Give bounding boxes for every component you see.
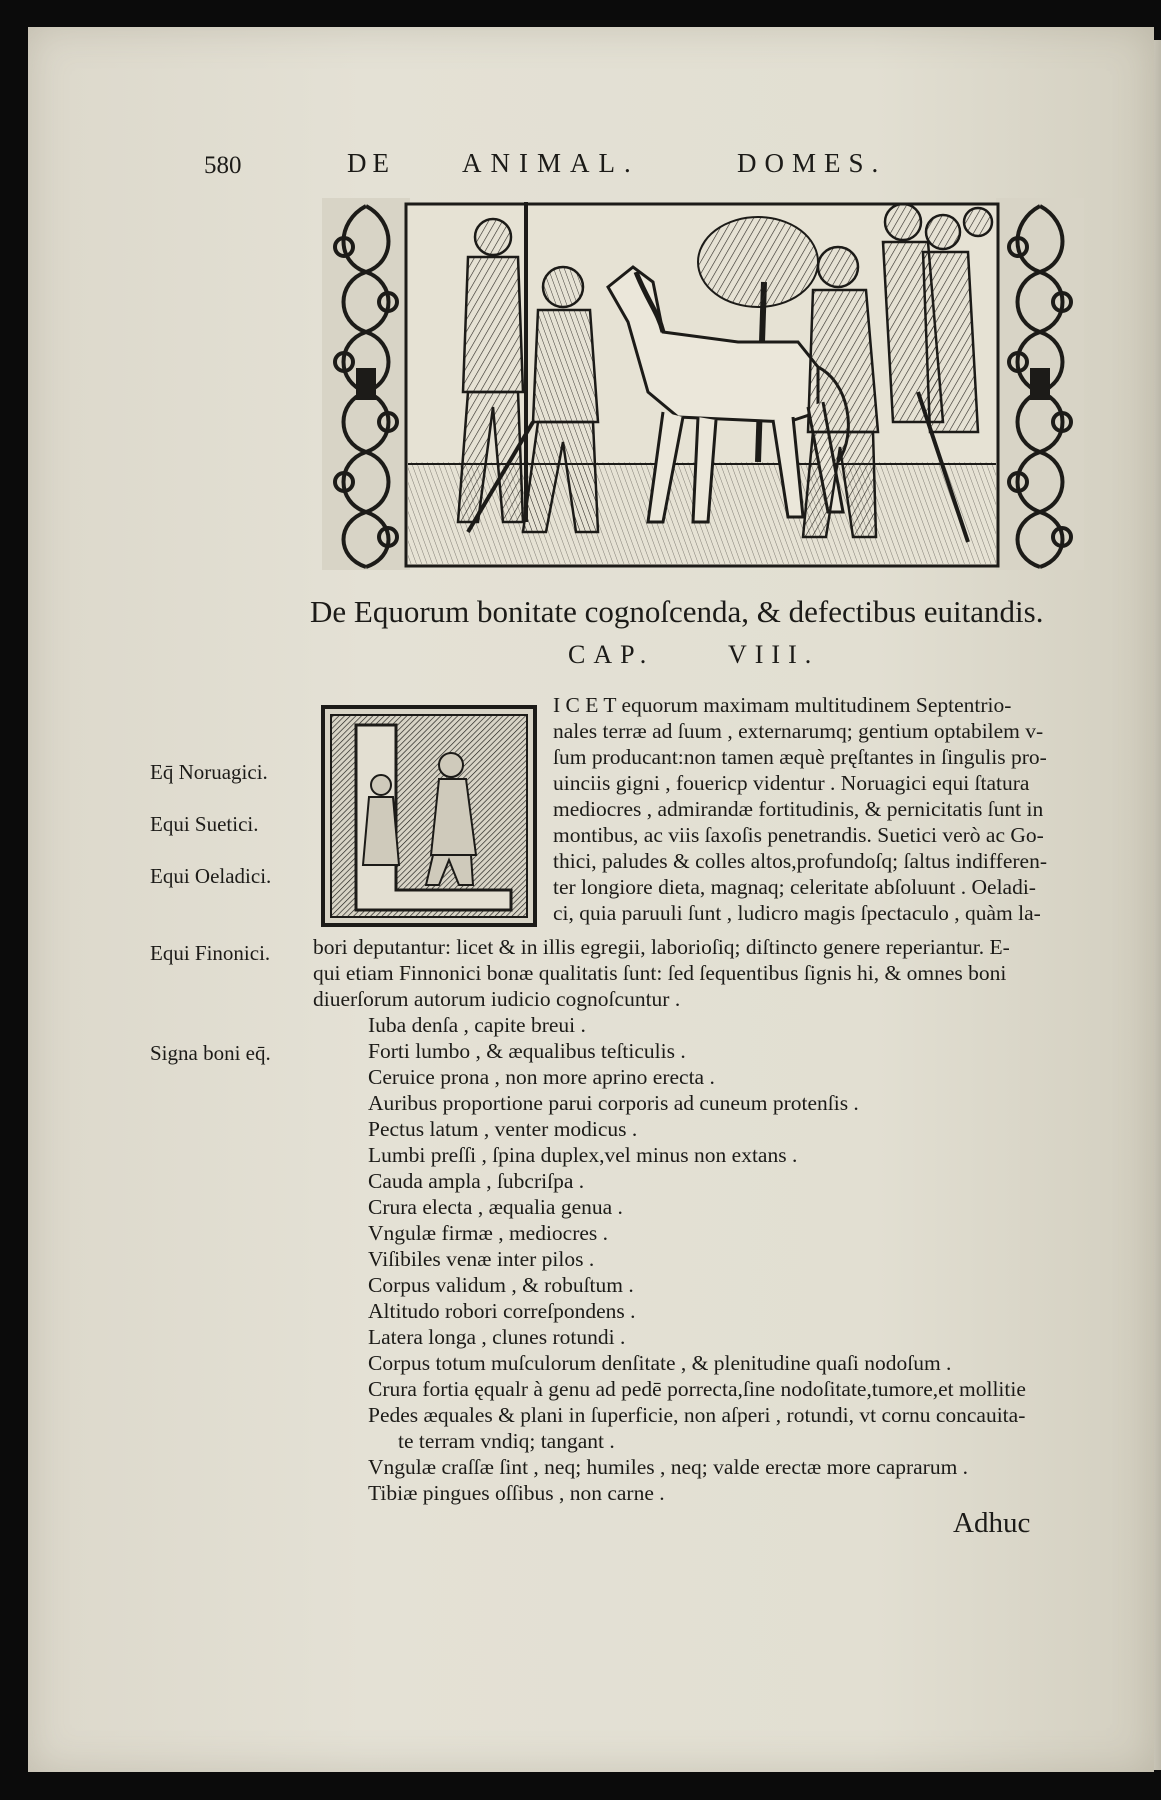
running-title: DOMES.	[737, 148, 887, 178]
list-item: Vngulæ firmæ , mediocres .	[368, 1221, 609, 1245]
running-header	[0, 148, 1161, 188]
list-item: Corpus validum , & robuſtum .	[368, 1273, 634, 1297]
left-ornament	[322, 198, 410, 570]
list-item: Crura electa , æqualia genua .	[368, 1195, 623, 1219]
list-item: Viſibiles venæ inter pilos .	[368, 1247, 595, 1271]
chapter-number: CAP.	[568, 640, 655, 669]
chapter-title: De Equorum bonitate cognoſcenda, & defectibus euitandis.	[310, 594, 1044, 629]
list-item: Tibiæ pingues oſſibus , non carne .	[368, 1481, 665, 1505]
body-line: mediocres , admirandæ fortitudinis, & pernicitatis ſunt in	[553, 797, 1044, 821]
body-line: ter longiore dieta, magnaq; celeritate abſoluunt . Oeladi-	[553, 875, 1036, 899]
margin-note: Eq̄ Noruagici.	[150, 760, 268, 784]
list-item: Pedes æquales & plani in ſuperficie, non aſperi , rotundi, vt cornu concauita-	[368, 1403, 1026, 1427]
list-item: Cauda ampla , ſubcriſpa .	[368, 1169, 585, 1193]
list-item: Altitudo robori correſpondens .	[368, 1299, 636, 1323]
margin-note: Equi Suetici.	[150, 812, 259, 836]
body-line: thici, paludes & colles altos,profundoſq; ſaltus indifferen-	[553, 849, 1047, 873]
woodcut-illustration	[318, 192, 1088, 577]
body-line: bori deputantur: licet & in illis egregii, laborioſiq; diſtincto genere reperiantur. E-	[313, 935, 1010, 959]
list-item: Ceruice prona , non more aprino erecta .	[368, 1065, 715, 1089]
body-line: montibus, ac viis ſaxoſis penetrandis. Suetici verò ac Go-	[553, 823, 1044, 847]
running-title: ANIMAL.	[462, 148, 640, 178]
right-ornament	[996, 198, 1084, 570]
running-title: DE	[347, 148, 395, 178]
margin-note: Equi Finonici.	[150, 941, 271, 965]
page-number: 580	[204, 152, 242, 179]
body-line: qui etiam Finnonici bonæ qualitatis ſunt: ſed ſequentibus ſignis hi, & omnes boni	[313, 961, 1007, 985]
list-item: Vngulæ craſſæ ſint , neq; humiles , neq; valde erectæ more caprarum .	[368, 1455, 969, 1479]
list-item: Corpus totum muſculorum denſitate , & plenitudine quaſi nodoſum .	[368, 1351, 952, 1375]
list-item: Forti lumbo , & æqualibus teſticulis .	[368, 1039, 686, 1063]
list-item: Auribus proportione parui corporis ad cuneum protenſis .	[368, 1091, 859, 1115]
list-item: Lumbi preſſi , ſpina duplex,vel minus non extans .	[368, 1143, 798, 1167]
chapter-number: VIII.	[728, 640, 820, 669]
list-item: Crura fortia ęqualr à genu ad pedē porrecta,ſine nodoſitate,tumore,et mollitie	[368, 1377, 1026, 1401]
catchword: Adhuc	[953, 1507, 1031, 1539]
margin-note: Equi Oeladici.	[150, 864, 272, 888]
margin-note: Signa boni eq̄.	[150, 1041, 271, 1065]
body-line: ſum producant:non tamen æquè pręſtantes in ſingulis pro-	[553, 745, 1047, 769]
list-item: Latera longa , clunes rotundi .	[368, 1325, 626, 1349]
body-line: ci, quia paruuli ſunt , ludicro magis ſpectaculo , quàm la-	[553, 901, 1041, 925]
horse-market-scene	[406, 202, 998, 566]
list-item: Pectus latum , venter modicus .	[368, 1117, 638, 1141]
list-item: Iuba denſa , capite breui .	[368, 1013, 586, 1037]
list-item: te terram vndiq; tangant .	[398, 1429, 615, 1453]
body-line: nales terræ ad ſuum , externarumq; gentium optabilem v-	[553, 719, 1044, 743]
body-line: I C E T equorum maximam multitudinem Septentrio-	[553, 693, 1012, 717]
body-line: uinciis gigni , fouericp videntur . Noruagici equi ſtatura	[553, 771, 1030, 795]
body-line: diuerſorum autorum iudicio cognoſcuntur .	[313, 987, 681, 1011]
decorated-initial-L	[321, 705, 537, 927]
